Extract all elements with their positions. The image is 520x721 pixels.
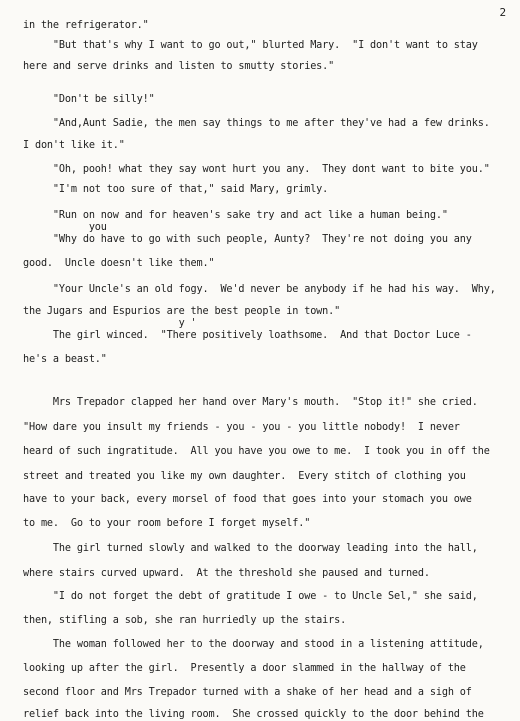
text-line: y ': [23, 318, 197, 329]
text-line: "Oh, pooh! what they say wont hurt you any. They dont want to bite you.": [23, 164, 490, 175]
text-line: "And,Aunt Sadie, the men say things to me after they've had a few drinks.: [23, 118, 490, 129]
text-line: second floor and Mrs Trepador turned with a shake of her head and a sigh of: [23, 687, 472, 698]
text-line: Mrs Trepador clapped her hand over Mary's mouth. "Stop it!" she cried.: [23, 397, 478, 408]
text-line: in the refrigerator.": [23, 20, 149, 31]
page-number: 2: [499, 6, 506, 19]
text-line: "I do not forget the debt of gratitude I owe - to Uncle Sel," she said,: [23, 591, 478, 602]
text-line: "But that's why I want to go out," blurted Mary. "I don't want to stay: [23, 40, 478, 51]
text-line: "Your Uncle's an old fogy. We'd never be anybody if he had his way. Why,: [23, 284, 496, 295]
text-line: The woman followed her to the doorway and stood in a listening attitude,: [23, 639, 484, 650]
text-line: "Don't be silly!": [23, 94, 155, 105]
text-line: "I'm not too sure of that," said Mary, grimly.: [23, 184, 329, 195]
text-line: The girl winced. "There positively loathsome. And that Doctor Luce -: [23, 330, 472, 341]
text-line: looking up after the girl. Presently a door slammed in the hallway of the: [23, 663, 466, 674]
text-line: heard of such ingratitude. All you have you owe to me. I took you in off the: [23, 446, 490, 457]
text-line: where stairs curved upward. At the threshold she paused and turned.: [23, 568, 430, 579]
text-line: he's a beast.": [23, 354, 107, 365]
text-line: relief back into the living room. She crossed quickly to the door behind the: [23, 709, 484, 720]
text-line: to me. Go to your room before I forget myself.": [23, 518, 311, 529]
text-line: The girl turned slowly and walked to the doorway leading into the hall,: [23, 543, 478, 554]
text-line: here and serve drinks and listen to smutty stories.": [23, 61, 335, 72]
text-line: then, stifling a sob, she ran hurriedly up the stairs.: [23, 615, 347, 626]
text-line: the Jugars and Espurios are the best people in town.": [23, 306, 341, 317]
text-line: street and treated you like my own daughter. Every stitch of clothing you: [23, 471, 466, 482]
text-line: have to your back, every morsel of food that goes into your stomach you owe: [23, 494, 472, 505]
text-line: I don't like it.": [23, 140, 125, 151]
text-line: you: [23, 222, 107, 233]
text-line: "Why do have to go with such people, Aunty? They're not doing you any: [23, 234, 472, 245]
text-line: "Run on now and for heaven's sake try and act like a human being.": [23, 210, 448, 221]
text-line: good. Uncle doesn't like them.": [23, 258, 215, 269]
text-line: "How dare you insult my friends - you - you - you little nobody! I never: [23, 422, 460, 433]
